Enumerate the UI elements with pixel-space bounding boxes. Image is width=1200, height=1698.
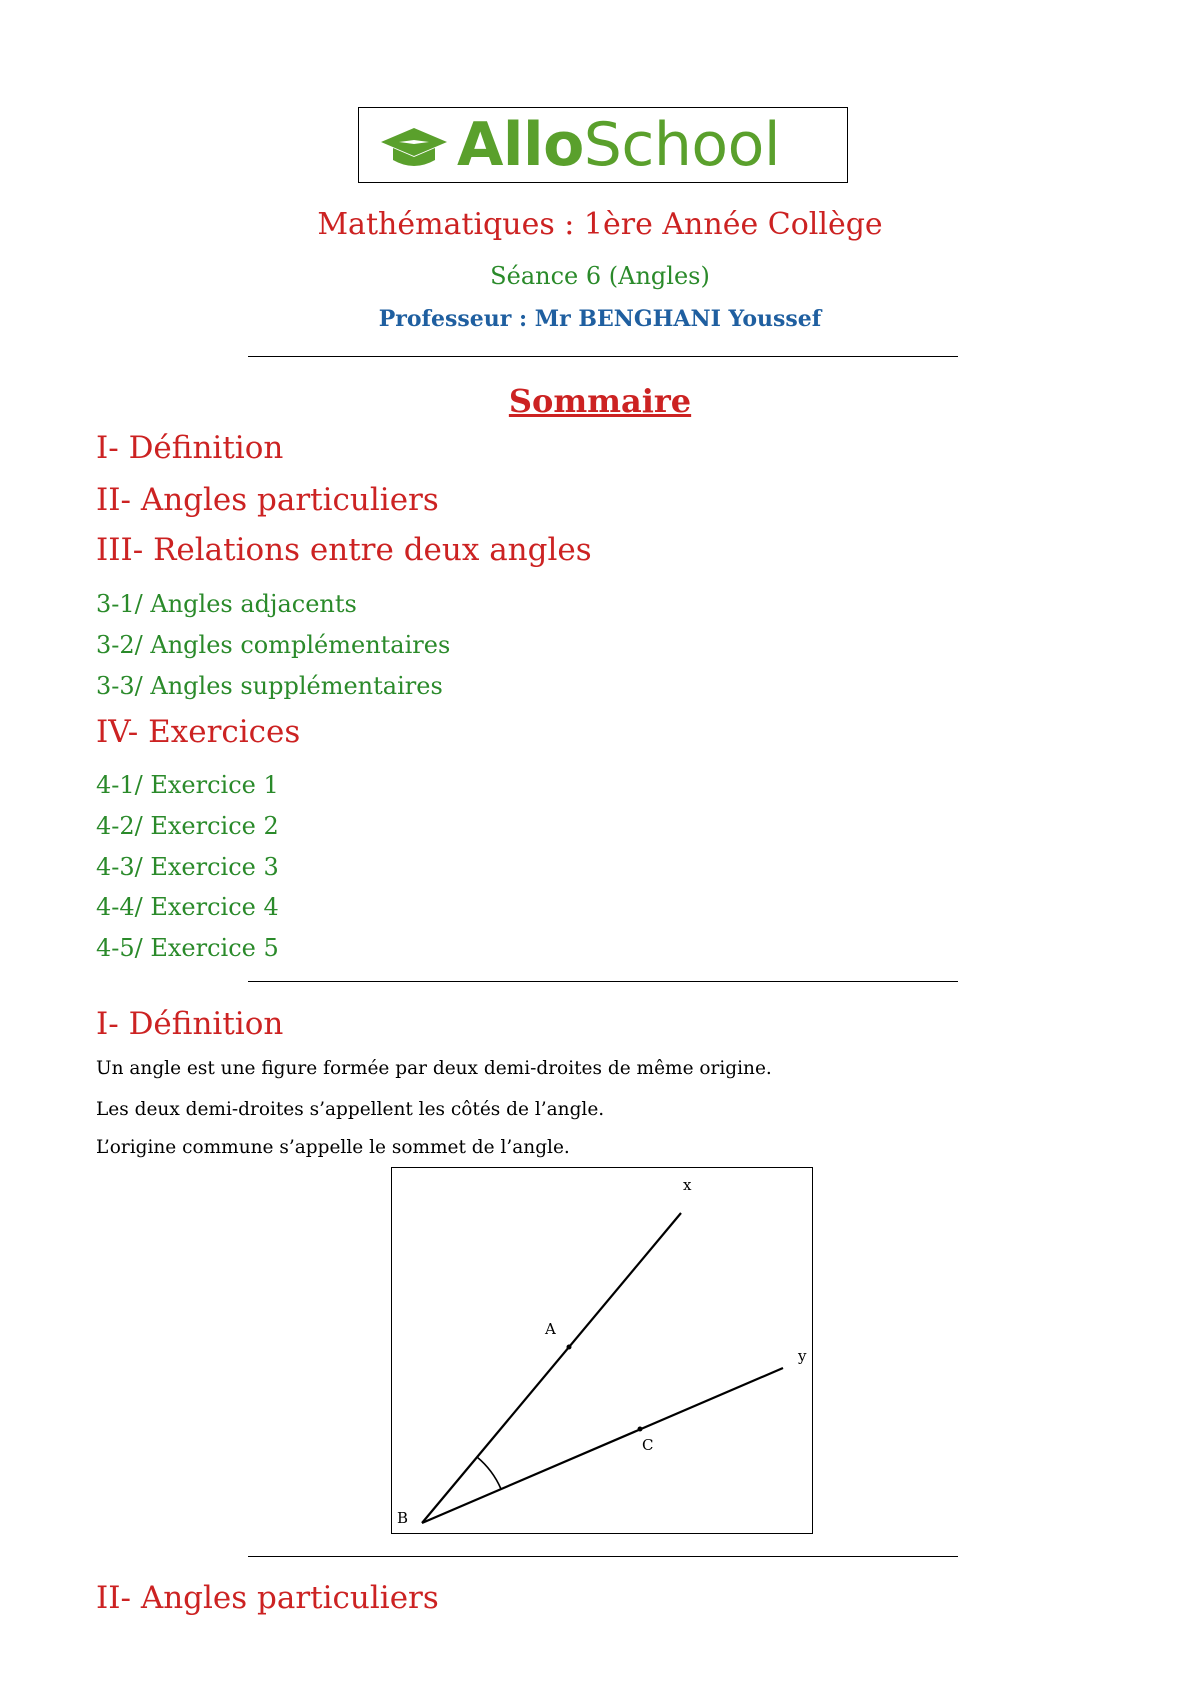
logo-wordmark [457,110,780,180]
logo-regular-part: School [583,110,780,180]
toc-item-complementaires[interactable]: 3-2/ Angles complémentaires [96,631,451,659]
label-c: C [642,1436,654,1454]
label-b: B [397,1509,409,1527]
label-a: A [545,1320,556,1338]
toc-item-exercice-5[interactable]: 4-5/ Exercice 5 [96,934,279,962]
section-heading-definition: I- Définition [96,1006,284,1042]
point-a [567,1345,572,1350]
angle-diagram [392,1168,812,1533]
label-y: y [798,1347,807,1365]
session-subtitle: Séance 6 (Angles) [490,262,710,290]
toc-item-exercice-1[interactable]: 4-1/ Exercice 1 [96,771,279,799]
toc-item-relations[interactable]: III- Relations entre deux angles [96,532,592,568]
paragraph: Les deux demi-droites s’appellent les côtés de l’angle. [96,1099,605,1120]
toc-item-supplementaires[interactable]: 3-3/ Angles supplémentaires [96,672,443,700]
toc-item-exercice-2[interactable]: 4-2/ Exercice 2 [96,812,279,840]
toc-item-exercice-4[interactable]: 4-4/ Exercice 4 [96,893,279,921]
paragraph: L’origine commune s’appelle le sommet de l’angle. [96,1137,570,1158]
toc-item-adjacents[interactable]: 3-1/ Angles adjacents [96,590,357,618]
graduation-cap-icon [379,126,449,172]
divider [248,981,958,982]
ray-by [422,1368,783,1523]
toc-item-exercices[interactable]: IV- Exercices [96,714,301,750]
teacher-name: Professeur : Mr BENGHANI Youssef [378,306,822,332]
summary-heading: Sommaire [508,382,692,420]
alloschool-logo [358,107,848,183]
section-heading-angles-particuliers: II- Angles particuliers [96,1580,439,1616]
logo-bold-part: Allo [457,110,584,180]
toc-item-angles-particuliers[interactable]: II- Angles particuliers [96,482,439,518]
point-c [638,1427,643,1432]
label-x: x [683,1176,692,1194]
toc-item-definition[interactable]: I- Définition [96,430,284,466]
toc-item-exercice-3[interactable]: 4-3/ Exercice 3 [96,853,279,881]
paragraph: Un angle est une figure formée par deux demi-droites de même origine. [96,1058,772,1079]
page-title: Mathématiques : 1ère Année Collège [317,207,883,242]
angle-figure [391,1167,813,1534]
divider [248,1556,958,1557]
ray-bx [422,1213,681,1523]
angle-arc [477,1457,501,1489]
divider [248,356,958,357]
